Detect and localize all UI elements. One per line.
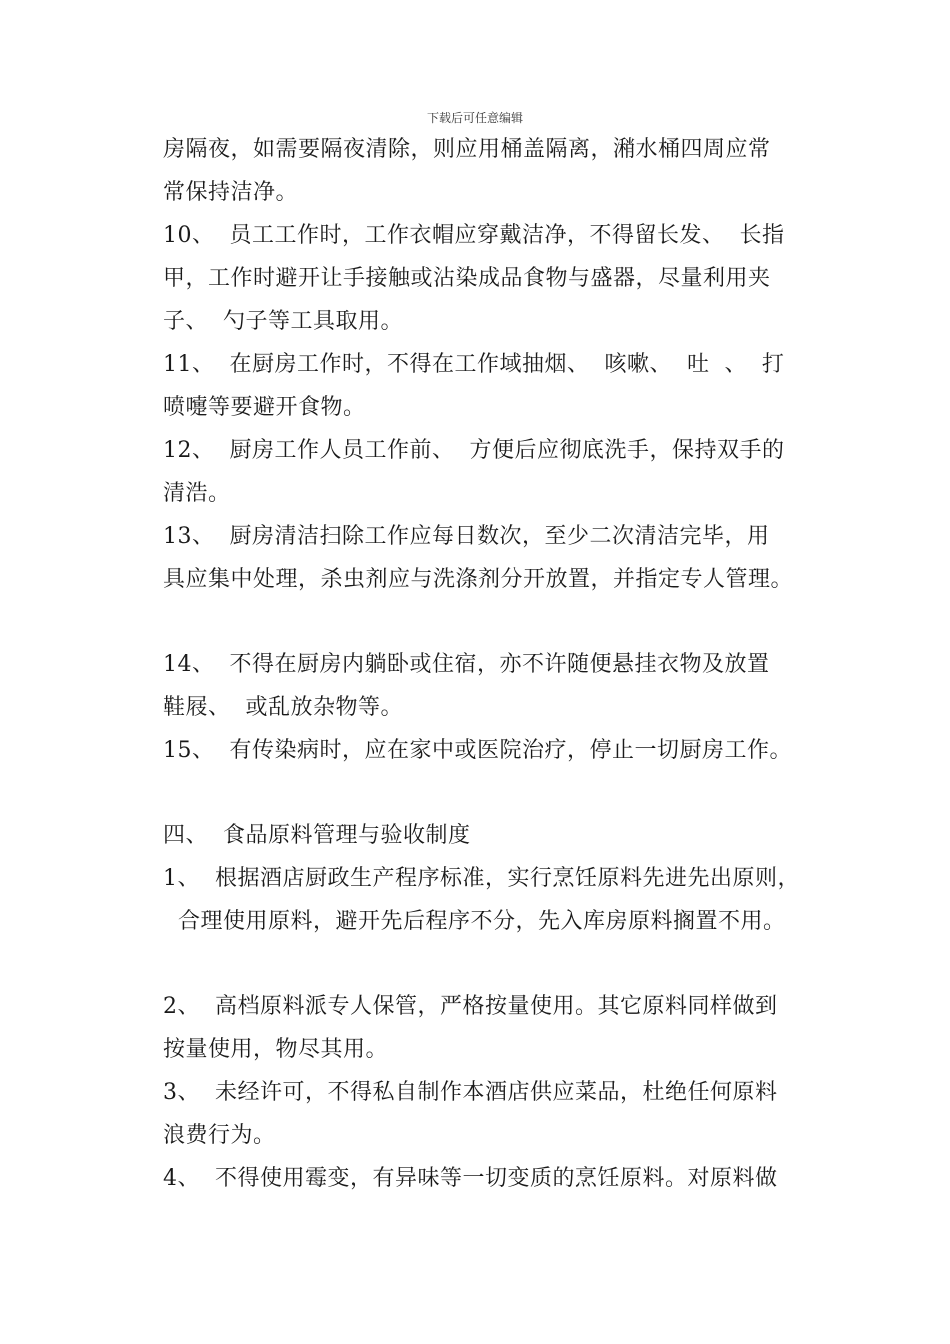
list-item-4: 4、 不得使用霉变，有异味等一切变质的烹饪原料。对原料做 [163,1166,778,1191]
paragraph-gap [163,772,803,814]
paragraph-gap [163,943,803,985]
text-line: 甲，工作时避开让手接触或沾染成品食物与盛器，尽量利用夹 [163,266,771,291]
list-item-15: 15、 有传染病时，应在家中或医院治疗，停止一切厨房工作。 [163,738,792,763]
page-header: 下载后可任意编辑 [426,111,523,125]
list-item-3: 3、 未经许可，不得私自制作本酒店供应菜品，杜绝任何原料 [163,1080,778,1105]
text-line: 清浩。 [163,481,231,506]
list-item-14: 14、 不得在厨房内躺卧或住宿，亦不许随便悬挂衣物及放置 [163,652,770,677]
text-line: 喷嚏等要避开食物。 [163,395,366,420]
text-line: 鞋屐、 或乱放杂物等。 [163,695,403,720]
list-item-2: 2、 高档原料派专人保管，严格按量使用。其它原料同样做到 [163,994,778,1019]
list-item-12: 12、 厨房工作人员工作前、 方便后应彻底洗手，保持双手的 [163,438,785,463]
text-line: 按量使用，物尽其用。 [163,1037,389,1062]
text-line: 具应集中处理，杀虫剂应与洗涤剂分开放置，并指定专人管理。 [163,567,794,592]
list-item-11: 11、 在厨房工作时，不得在工作域抽烟、 咳嗽、 吐 、 打 [163,352,785,377]
list-item-1: 1、 根据酒店厨政生产程序标准，实行烹饪原料先进先出原则， [163,866,800,891]
text-line: 子、 勺子等工具取用。 [163,309,403,334]
text-line: 房隔夜，如需要隔夜清除，则应用桶盖隔离，潲水桶四周应常 [163,137,771,162]
paragraph-gap [163,601,803,643]
text-line: 浪费行为。 [163,1123,276,1148]
text-line: 合理使用原料，避开先后程序不分，先入库房原料搁置不用。 [163,909,786,934]
document-body [163,128,803,1200]
list-item-13: 13、 厨房清洁扫除工作应每日数次，至少二次清洁完毕，用 [163,524,770,549]
section-heading: 四、 食品原料管理与验收制度 [163,823,471,848]
text-line: 常保持洁净。 [163,180,299,205]
list-item-10: 10、 员工工作时，工作衣帽应穿戴洁净，不得留长发、 长指 [163,223,785,248]
